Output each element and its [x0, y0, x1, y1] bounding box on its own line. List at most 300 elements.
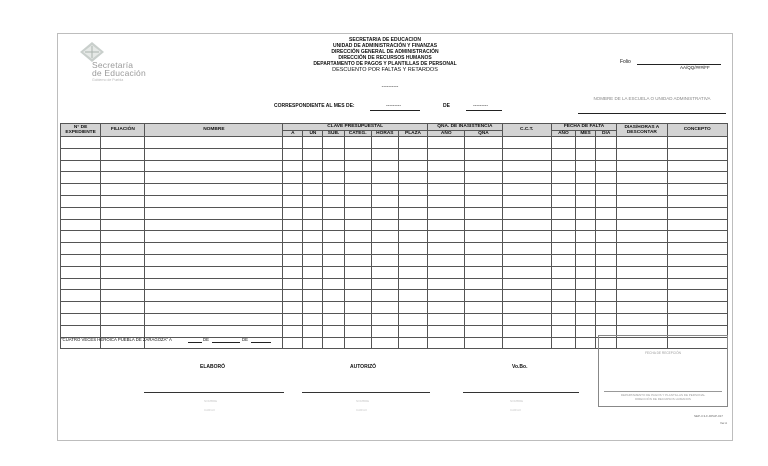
table-cell[interactable] [667, 302, 728, 314]
table-cell[interactable] [145, 172, 283, 184]
table-cell[interactable] [323, 243, 344, 255]
table-cell[interactable] [101, 148, 145, 160]
table-cell[interactable] [323, 219, 344, 231]
table-cell[interactable] [465, 160, 502, 172]
table-cell[interactable] [596, 231, 617, 243]
table-cell[interactable] [283, 231, 303, 243]
table-cell[interactable] [667, 243, 728, 255]
table-cell[interactable] [398, 254, 427, 266]
table-cell[interactable] [283, 254, 303, 266]
table-cell[interactable] [502, 184, 551, 196]
table-cell[interactable] [667, 290, 728, 302]
table-cell[interactable] [283, 137, 303, 149]
table-cell[interactable] [428, 243, 465, 255]
table-cell[interactable] [101, 137, 145, 149]
month-value[interactable]: --------- [386, 103, 401, 109]
autorizo-signature-line[interactable] [302, 392, 430, 393]
table-cell[interactable] [303, 302, 323, 314]
table-cell[interactable] [101, 231, 145, 243]
table-cell[interactable] [502, 278, 551, 290]
table-cell[interactable] [502, 313, 551, 325]
table-cell[interactable] [344, 290, 371, 302]
table-cell[interactable] [428, 184, 465, 196]
table-cell[interactable] [398, 172, 427, 184]
table-cell[interactable] [667, 137, 728, 149]
table-cell[interactable] [617, 302, 667, 314]
table-cell[interactable] [344, 219, 371, 231]
table-cell[interactable] [61, 290, 101, 302]
table-cell[interactable] [145, 254, 283, 266]
table-cell[interactable] [575, 160, 595, 172]
table-cell[interactable] [551, 195, 575, 207]
table-cell[interactable] [428, 302, 465, 314]
table-cell[interactable] [551, 325, 575, 337]
table-cell[interactable] [344, 231, 371, 243]
table-cell[interactable] [101, 290, 145, 302]
table-cell[interactable] [502, 254, 551, 266]
table-cell[interactable] [101, 278, 145, 290]
table-cell[interactable] [575, 148, 595, 160]
table-cell[interactable] [667, 313, 728, 325]
table-cell[interactable] [575, 254, 595, 266]
table-cell[interactable] [371, 313, 398, 325]
table-cell[interactable] [283, 337, 303, 349]
table-cell[interactable] [428, 254, 465, 266]
table-cell[interactable] [371, 137, 398, 149]
table-cell[interactable] [61, 254, 101, 266]
table-cell[interactable] [145, 137, 283, 149]
table-cell[interactable] [101, 195, 145, 207]
table-cell[interactable] [398, 207, 427, 219]
table-cell[interactable] [283, 160, 303, 172]
table-cell[interactable] [283, 184, 303, 196]
table-cell[interactable] [145, 278, 283, 290]
table-cell[interactable] [283, 219, 303, 231]
table-cell[interactable] [502, 137, 551, 149]
table-cell[interactable] [551, 137, 575, 149]
table-cell[interactable] [617, 207, 667, 219]
table-cell[interactable] [575, 243, 595, 255]
table-cell[interactable] [323, 148, 344, 160]
table-cell[interactable] [575, 325, 595, 337]
table-cell[interactable] [303, 325, 323, 337]
table-cell[interactable] [502, 160, 551, 172]
table-cell[interactable] [371, 231, 398, 243]
table-cell[interactable] [596, 313, 617, 325]
table-cell[interactable] [61, 313, 101, 325]
table-cell[interactable] [465, 337, 502, 349]
table-cell[interactable] [371, 207, 398, 219]
table-cell[interactable] [596, 137, 617, 149]
table-cell[interactable] [667, 266, 728, 278]
table-cell[interactable] [398, 290, 427, 302]
table-cell[interactable] [617, 254, 667, 266]
table-cell[interactable] [145, 195, 283, 207]
table-cell[interactable] [465, 290, 502, 302]
table-cell[interactable] [323, 302, 344, 314]
table-cell[interactable] [283, 266, 303, 278]
year-value[interactable]: --------- [473, 103, 488, 109]
table-cell[interactable] [596, 290, 617, 302]
table-cell[interactable] [344, 266, 371, 278]
table-cell[interactable] [283, 172, 303, 184]
table-cell[interactable] [575, 207, 595, 219]
table-cell[interactable] [323, 254, 344, 266]
table-cell[interactable] [502, 337, 551, 349]
table-cell[interactable] [551, 243, 575, 255]
table-cell[interactable] [667, 219, 728, 231]
table-cell[interactable] [61, 160, 101, 172]
table-cell[interactable] [502, 231, 551, 243]
table-cell[interactable] [502, 243, 551, 255]
table-cell[interactable] [502, 172, 551, 184]
table-cell[interactable] [303, 337, 323, 349]
table-cell[interactable] [465, 195, 502, 207]
table-cell[interactable] [323, 337, 344, 349]
table-cell[interactable] [101, 207, 145, 219]
table-cell[interactable] [596, 302, 617, 314]
table-cell[interactable] [398, 266, 427, 278]
table-cell[interactable] [145, 219, 283, 231]
vobo-signature-line[interactable] [463, 392, 579, 393]
table-cell[interactable] [551, 266, 575, 278]
table-cell[interactable] [465, 278, 502, 290]
table-cell[interactable] [283, 278, 303, 290]
table-cell[interactable] [575, 302, 595, 314]
table-cell[interactable] [344, 207, 371, 219]
table-cell[interactable] [323, 195, 344, 207]
table-cell[interactable] [398, 160, 427, 172]
table-cell[interactable] [323, 184, 344, 196]
table-cell[interactable] [617, 137, 667, 149]
table-cell[interactable] [617, 160, 667, 172]
table-cell[interactable] [283, 302, 303, 314]
table-cell[interactable] [371, 184, 398, 196]
table-cell[interactable] [465, 219, 502, 231]
table-cell[interactable] [575, 137, 595, 149]
table-cell[interactable] [502, 266, 551, 278]
table-cell[interactable] [344, 184, 371, 196]
table-cell[interactable] [465, 231, 502, 243]
table-cell[interactable] [465, 302, 502, 314]
table-cell[interactable] [398, 219, 427, 231]
table-cell[interactable] [428, 137, 465, 149]
table-cell[interactable] [323, 266, 344, 278]
table-cell[interactable] [596, 195, 617, 207]
table-cell[interactable] [465, 184, 502, 196]
table-cell[interactable] [617, 290, 667, 302]
table-cell[interactable] [371, 195, 398, 207]
table-cell[interactable] [283, 325, 303, 337]
table-cell[interactable] [283, 207, 303, 219]
table-cell[interactable] [551, 313, 575, 325]
table-cell[interactable] [551, 254, 575, 266]
table-cell[interactable] [551, 278, 575, 290]
table-cell[interactable] [371, 148, 398, 160]
table-cell[interactable] [283, 148, 303, 160]
table-cell[interactable] [551, 337, 575, 349]
table-cell[interactable] [575, 172, 595, 184]
table-cell[interactable] [61, 137, 101, 149]
table-cell[interactable] [502, 290, 551, 302]
table-cell[interactable] [303, 290, 323, 302]
table-cell[interactable] [551, 172, 575, 184]
table-cell[interactable] [344, 278, 371, 290]
table-cell[interactable] [551, 290, 575, 302]
table-cell[interactable] [428, 290, 465, 302]
table-cell[interactable] [101, 313, 145, 325]
table-cell[interactable] [101, 254, 145, 266]
table-cell[interactable] [145, 290, 283, 302]
table-cell[interactable] [323, 325, 344, 337]
table-cell[interactable] [61, 243, 101, 255]
table-cell[interactable] [398, 195, 427, 207]
table-cell[interactable] [398, 325, 427, 337]
table-cell[interactable] [101, 160, 145, 172]
table-cell[interactable] [101, 266, 145, 278]
table-cell[interactable] [61, 172, 101, 184]
table-cell[interactable] [303, 207, 323, 219]
table-cell[interactable] [323, 137, 344, 149]
table-cell[interactable] [596, 254, 617, 266]
table-cell[interactable] [344, 243, 371, 255]
table-cell[interactable] [323, 313, 344, 325]
table-cell[interactable] [596, 266, 617, 278]
table-cell[interactable] [303, 184, 323, 196]
folio-value[interactable]: AA/QQ/###/FF [680, 65, 710, 70]
table-cell[interactable] [551, 231, 575, 243]
table-cell[interactable] [551, 302, 575, 314]
table-cell[interactable] [617, 219, 667, 231]
table-cell[interactable] [502, 148, 551, 160]
table-cell[interactable] [551, 184, 575, 196]
table-cell[interactable] [667, 278, 728, 290]
table-cell[interactable] [371, 172, 398, 184]
table-cell[interactable] [145, 302, 283, 314]
table-cell[interactable] [323, 278, 344, 290]
table-cell[interactable] [371, 278, 398, 290]
elaboro-signature-line[interactable] [144, 392, 284, 393]
table-cell[interactable] [596, 243, 617, 255]
table-cell[interactable] [465, 207, 502, 219]
table-cell[interactable] [344, 148, 371, 160]
table-cell[interactable] [428, 313, 465, 325]
table-cell[interactable] [575, 184, 595, 196]
table-cell[interactable] [428, 231, 465, 243]
table-cell[interactable] [617, 172, 667, 184]
table-cell[interactable] [303, 254, 323, 266]
table-cell[interactable] [575, 290, 595, 302]
table-cell[interactable] [502, 302, 551, 314]
table-cell[interactable] [667, 231, 728, 243]
table-cell[interactable] [371, 266, 398, 278]
table-cell[interactable] [551, 160, 575, 172]
table-cell[interactable] [575, 278, 595, 290]
table-cell[interactable] [61, 231, 101, 243]
table-cell[interactable] [465, 266, 502, 278]
table-cell[interactable] [465, 313, 502, 325]
table-cell[interactable] [596, 207, 617, 219]
table-cell[interactable] [371, 302, 398, 314]
table-cell[interactable] [371, 290, 398, 302]
table-cell[interactable] [283, 313, 303, 325]
table-cell[interactable] [344, 137, 371, 149]
table-cell[interactable] [667, 254, 728, 266]
table-cell[interactable] [465, 172, 502, 184]
table-cell[interactable] [428, 148, 465, 160]
table-cell[interactable] [145, 207, 283, 219]
table-cell[interactable] [428, 172, 465, 184]
table-cell[interactable] [617, 148, 667, 160]
table-cell[interactable] [344, 160, 371, 172]
table-cell[interactable] [465, 137, 502, 149]
table-cell[interactable] [465, 243, 502, 255]
table-cell[interactable] [428, 337, 465, 349]
table-cell[interactable] [61, 278, 101, 290]
table-cell[interactable] [344, 195, 371, 207]
table-cell[interactable] [344, 172, 371, 184]
table-cell[interactable] [617, 231, 667, 243]
table-cell[interactable] [101, 302, 145, 314]
table-cell[interactable] [344, 254, 371, 266]
table-cell[interactable] [465, 325, 502, 337]
table-cell[interactable] [428, 266, 465, 278]
table-cell[interactable] [303, 278, 323, 290]
table-cell[interactable] [465, 254, 502, 266]
table-cell[interactable] [303, 313, 323, 325]
table-cell[interactable] [575, 337, 595, 349]
table-cell[interactable] [145, 243, 283, 255]
table-cell[interactable] [61, 219, 101, 231]
table-cell[interactable] [323, 160, 344, 172]
table-cell[interactable] [667, 184, 728, 196]
table-cell[interactable] [303, 137, 323, 149]
table-cell[interactable] [303, 243, 323, 255]
table-cell[interactable] [398, 184, 427, 196]
table-cell[interactable] [61, 266, 101, 278]
table-cell[interactable] [596, 160, 617, 172]
table-cell[interactable] [398, 302, 427, 314]
table-cell[interactable] [303, 195, 323, 207]
table-cell[interactable] [371, 160, 398, 172]
table-cell[interactable] [575, 313, 595, 325]
table-cell[interactable] [575, 195, 595, 207]
table-cell[interactable] [667, 195, 728, 207]
table-cell[interactable] [371, 325, 398, 337]
table-cell[interactable] [145, 148, 283, 160]
table-cell[interactable] [61, 184, 101, 196]
table-cell[interactable] [667, 160, 728, 172]
table-cell[interactable] [428, 278, 465, 290]
table-cell[interactable] [101, 325, 145, 337]
table-cell[interactable] [145, 184, 283, 196]
table-cell[interactable] [61, 325, 101, 337]
table-cell[interactable] [323, 231, 344, 243]
table-cell[interactable] [596, 184, 617, 196]
table-cell[interactable] [145, 160, 283, 172]
table-cell[interactable] [575, 266, 595, 278]
table-cell[interactable] [428, 160, 465, 172]
table-cell[interactable] [551, 148, 575, 160]
table-cell[interactable] [323, 207, 344, 219]
table-cell[interactable] [502, 195, 551, 207]
table-cell[interactable] [101, 219, 145, 231]
table-cell[interactable] [371, 337, 398, 349]
table-cell[interactable] [398, 231, 427, 243]
table-cell[interactable] [283, 195, 303, 207]
table-cell[interactable] [323, 172, 344, 184]
table-cell[interactable] [398, 337, 427, 349]
table-cell[interactable] [596, 148, 617, 160]
table-cell[interactable] [344, 325, 371, 337]
table-cell[interactable] [575, 219, 595, 231]
table-cell[interactable] [465, 148, 502, 160]
table-cell[interactable] [428, 207, 465, 219]
table-cell[interactable] [398, 278, 427, 290]
table-cell[interactable] [617, 278, 667, 290]
table-cell[interactable] [145, 266, 283, 278]
table-cell[interactable] [398, 243, 427, 255]
table-cell[interactable] [596, 219, 617, 231]
table-cell[interactable] [283, 243, 303, 255]
table-cell[interactable] [303, 172, 323, 184]
table-cell[interactable] [303, 266, 323, 278]
table-cell[interactable] [303, 160, 323, 172]
table-cell[interactable] [61, 207, 101, 219]
table-cell[interactable] [575, 231, 595, 243]
table-cell[interactable] [61, 148, 101, 160]
table-cell[interactable] [61, 302, 101, 314]
table-cell[interactable] [145, 231, 283, 243]
table-cell[interactable] [596, 278, 617, 290]
table-cell[interactable] [344, 302, 371, 314]
table-cell[interactable] [371, 254, 398, 266]
table-cell[interactable] [667, 207, 728, 219]
table-cell[interactable] [617, 184, 667, 196]
table-cell[interactable] [344, 337, 371, 349]
table-cell[interactable] [303, 231, 323, 243]
table-cell[interactable] [428, 325, 465, 337]
table-cell[interactable] [398, 137, 427, 149]
table-cell[interactable] [596, 172, 617, 184]
table-cell[interactable] [145, 325, 283, 337]
table-cell[interactable] [617, 266, 667, 278]
table-cell[interactable] [398, 313, 427, 325]
table-cell[interactable] [428, 195, 465, 207]
table-cell[interactable] [502, 207, 551, 219]
table-cell[interactable] [101, 243, 145, 255]
table-cell[interactable] [551, 207, 575, 219]
table-cell[interactable] [502, 219, 551, 231]
table-cell[interactable] [617, 195, 667, 207]
table-cell[interactable] [61, 195, 101, 207]
table-cell[interactable] [667, 148, 728, 160]
table-cell[interactable] [371, 243, 398, 255]
table-cell[interactable] [667, 172, 728, 184]
table-cell[interactable] [551, 219, 575, 231]
table-cell[interactable] [323, 290, 344, 302]
table-cell[interactable] [617, 243, 667, 255]
table-cell[interactable] [101, 172, 145, 184]
table-cell[interactable] [303, 219, 323, 231]
table-cell[interactable] [101, 184, 145, 196]
table-cell[interactable] [283, 290, 303, 302]
table-cell[interactable] [145, 313, 283, 325]
table-cell[interactable] [371, 219, 398, 231]
table-cell[interactable] [344, 313, 371, 325]
table-cell[interactable] [303, 148, 323, 160]
table-cell[interactable] [617, 313, 667, 325]
